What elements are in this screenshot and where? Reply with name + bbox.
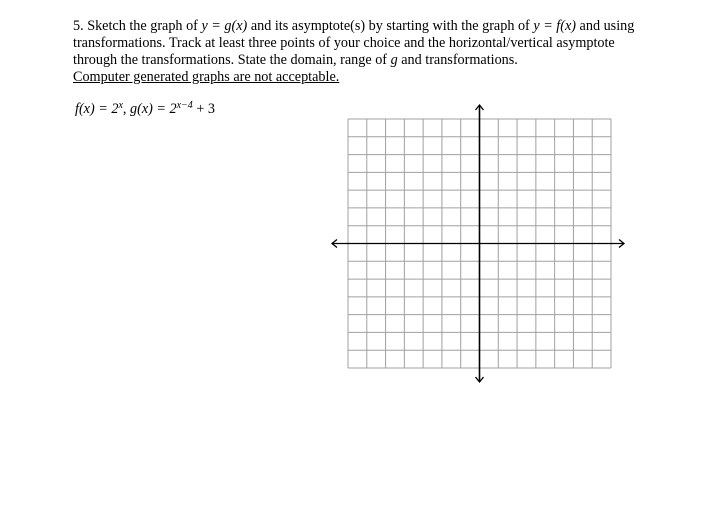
acceptability-note: Computer generated graphs are not acceptable. bbox=[73, 69, 340, 85]
g-constant: + 3 bbox=[192, 101, 215, 117]
g-definition: g(x) = 2 bbox=[130, 101, 177, 117]
g-equation: y = g(x) bbox=[201, 18, 248, 34]
problem-text: 5. Sketch the graph of y = g(x) and its asymptote(s) by starting with the graph of y = f(x) and using transformations. Track at least three points of your choice and the horizontal/vertical asymptote through the transformations. State the domain, range of g and transformations. bbox=[73, 18, 635, 68]
f-exponent: x bbox=[118, 100, 123, 111]
g-exponent: x−4 bbox=[176, 100, 193, 111]
f-equation: y = f(x) bbox=[533, 18, 576, 34]
f-definition: f(x) = 2 bbox=[75, 101, 119, 117]
function-separator: , bbox=[122, 101, 130, 117]
problem-number: 5. bbox=[73, 18, 84, 34]
g-symbol: g bbox=[390, 52, 398, 68]
